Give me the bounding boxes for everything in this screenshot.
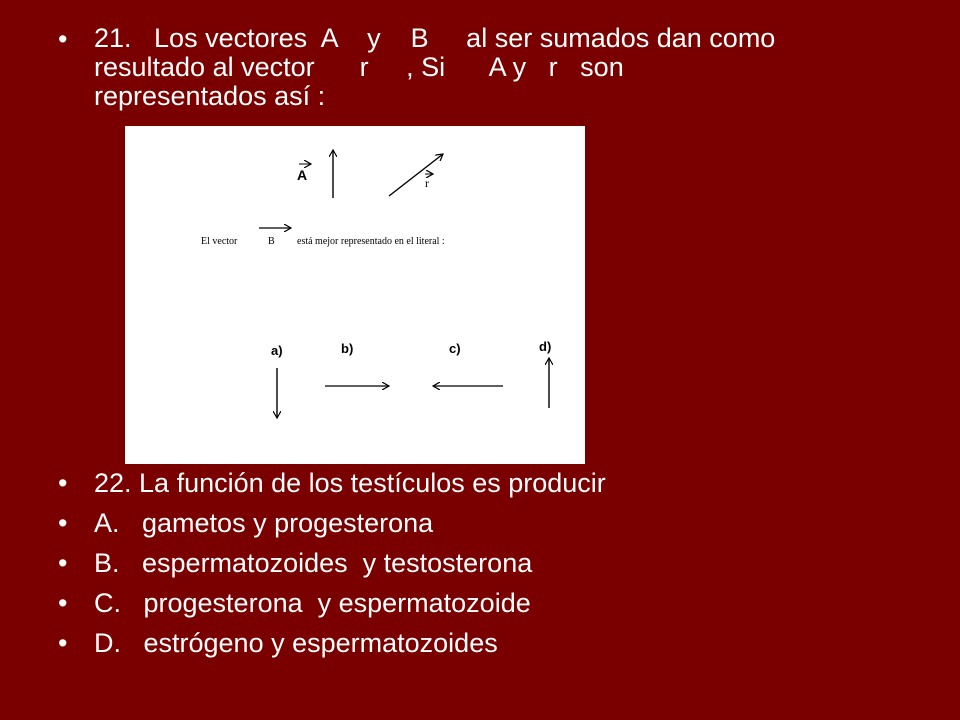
option-c-label: c) [449,341,461,356]
bullet-q22: • [58,468,68,498]
q21-line-3: representados así : [94,81,326,111]
vector-figure [125,126,585,464]
option-a-label: a) [271,343,283,358]
text-el-vector: El vector [201,236,238,247]
vector-diagram [125,126,585,464]
answer-option-A: A. gametos y progesterona [94,508,434,538]
q21-line-2: resultado al vector r , Si A y r son [94,52,624,82]
answer-option-C: C. progesterona y espermatozoide [94,588,531,618]
question-21-text [94,24,914,111]
bullet-option-C: • [58,588,68,618]
answer-option-D: D. estrógeno y espermatozoides [94,628,498,658]
vector-r-arrow [389,154,443,196]
label-r: r [425,176,429,190]
bullet-option-B: • [58,548,68,578]
bullet-q21: • [58,24,68,54]
option-d-label: d) [539,339,552,354]
text-mejor-representado: está mejor representado en el literal : [297,236,445,247]
bullet-option-A: • [58,508,68,538]
q21-line-1: 21. Los vectores A y B al ser sumados dan como [94,23,776,53]
answer-option-B: B. espermatozoides y testosterona [94,548,533,578]
option-b-label: b) [341,341,354,356]
text-B: B [268,236,275,247]
question-22-text: 22. La función de los testículos es producir [94,468,606,498]
bullet-option-D: • [58,628,68,658]
label-A: A [297,167,308,183]
